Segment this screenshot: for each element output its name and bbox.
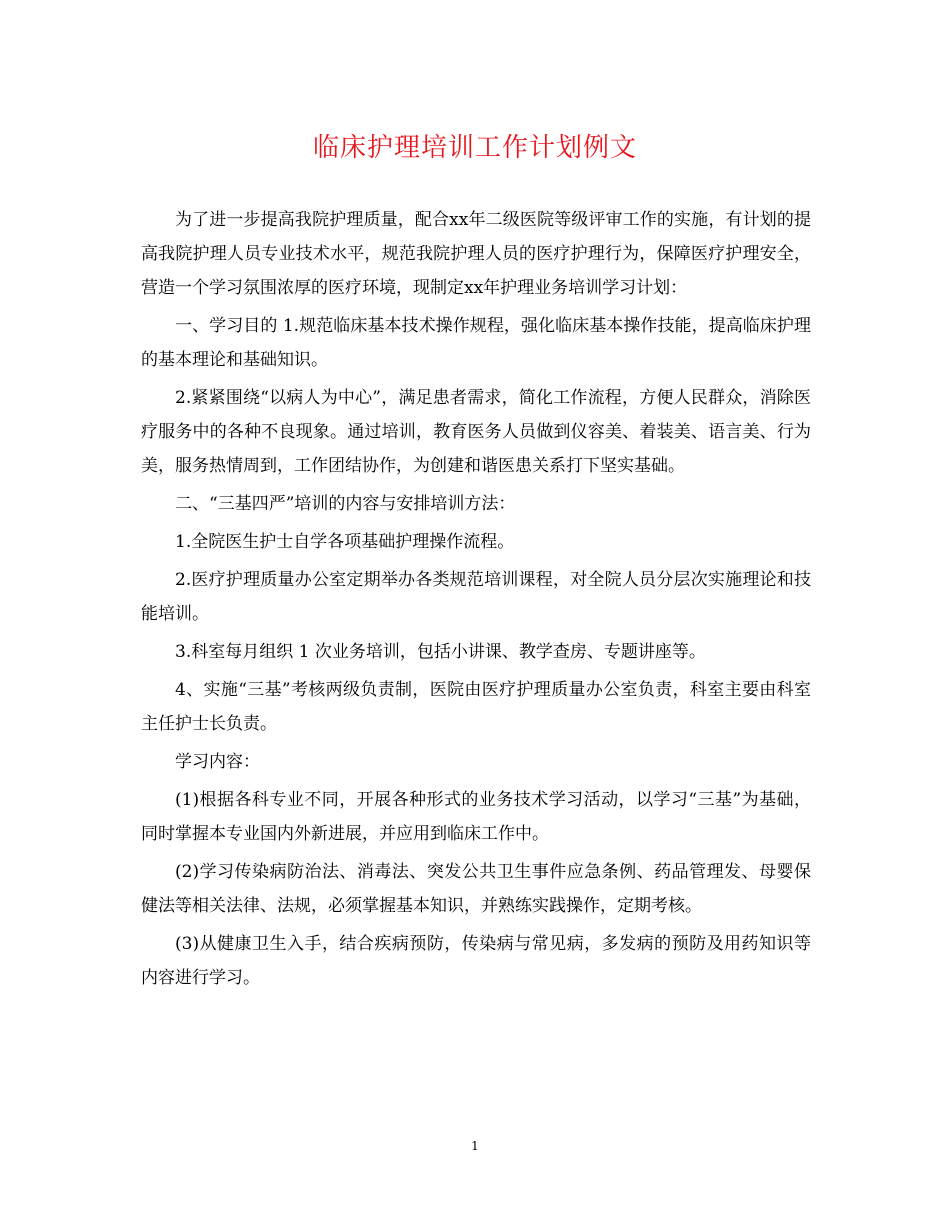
paragraph-method-3: 3.科室每月组织 1 次业务培训，包括小讲课、教学查房、专题讲座等。	[175, 642, 706, 662]
paragraph-method-1: 1.全院医生护士自学各项基础护理操作流程。	[175, 532, 515, 552]
paragraph-content-heading: 学习内容：	[175, 752, 260, 772]
paragraph-content-3: (3)从健康卫生入手，结合疾病预防，传染病与常见病，多发病的预防及用药知识等内容进行学习。	[141, 934, 811, 988]
document-title: 临床护理培训工作计划例文	[312, 133, 637, 163]
paragraph-method-4: 4、实施“三基”考核两级负责制，医院由医疗护理质量办公室负责，科室主要由科室主任护士长负责。	[141, 680, 811, 734]
paragraph-content-1: (1)根据各科专业不同，开展各种形式的业务技术学习活动，以学习“三基”为基础，同时掌握本专业国内外新进展，并应用到临床工作中。	[141, 790, 811, 844]
document-body	[141, 203, 811, 999]
paragraph-section-2-heading: 二、“三基四严”培训的内容与安排培训方法：	[175, 494, 516, 514]
paragraph-purpose-2: 2.紧紧围绕“以病人为中心”，满足患者需求，简化工作流程，方便人民群众，消除医疗服务中的各种不良现象。通过培训，教育医务人员做到仪容美、着装美、语言美、行为美，服务热情周到，工作团结协作，为创建和谐医患关系打下坚实基础。	[141, 388, 811, 476]
page-number: 1	[471, 1139, 479, 1153]
paragraph-content-2: (2)学习传染病防治法、消毒法、突发公共卫生事件应急条例、药品管理发、母婴保健法等相关法律、法规，必须掌握基本知识，并熟练实践操作，定期考核。	[141, 862, 811, 916]
paragraph-method-2: 2.医疗护理质量办公室定期举办各类规范培训课程，对全院人员分层次实施理论和技能培训。	[141, 570, 811, 624]
paragraph-intro: 为了进一步提高我院护理质量，配合xx年二级医院等级评审工作的实施，有计划的提高我院护理人员专业技术水平，规范我院护理人员的医疗护理行为，保障医疗护理安全，营造一个学习氛围浓厚的医疗环境，现制定xx年护理业务培训学习计划：	[141, 210, 811, 298]
paragraph-section-1-purpose: 一、学习目的 1.规范临床基本技术操作规程，强化临床基本操作技能，提高临床护理的基本理论和基础知识。	[141, 316, 811, 370]
